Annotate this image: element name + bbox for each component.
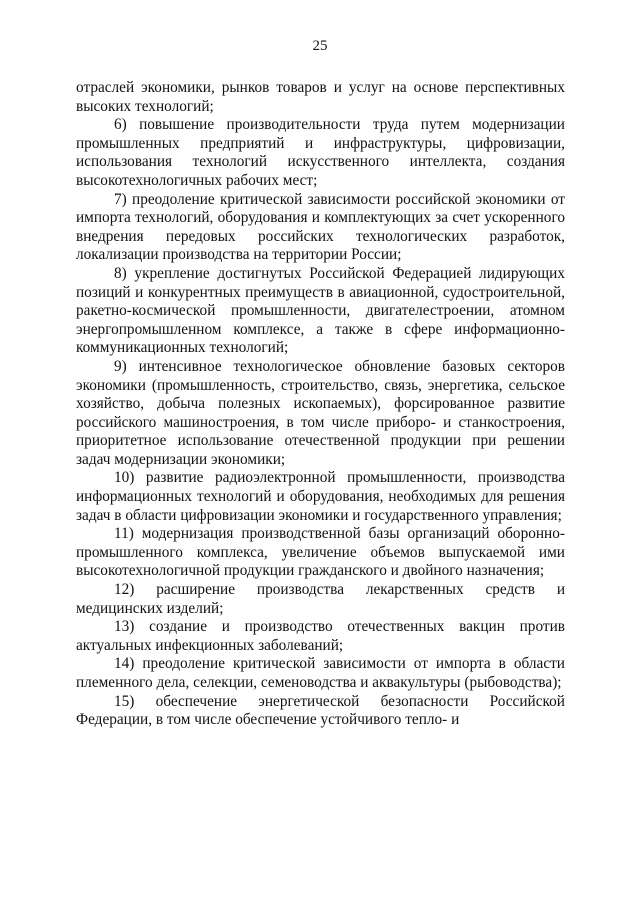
list-item-11: 11) модернизация производственной базы организаций оборонно-промышленного комплекса, увеличение объемов выпускаемой ими высокотехнологичной продукции гражданского и двойного назначения; — [76, 525, 565, 580]
page-number: 25 — [312, 38, 328, 54]
list-item-8: 8) укрепление достигнутых Российской Федерацией лидирующих позиций и конкурентных преимуществ в авиационной, судостроительной, ракетно-космической промышленности, двигателестроении, атомном энергопромышленном комплексе, а также в сфере информационно-коммуникационных технологий; — [76, 264, 565, 357]
list-item-12: 12) расширение производства лекарственных средств и медицинских изделий; — [76, 581, 565, 617]
list-item-14: 14) преодоление критической зависимости от импорта в области племенного дела, селекции, семеноводства и аквакультуры (рыбоводства); — [76, 655, 565, 691]
list-item-15: 15) обеспечение энергетической безопасности Российской Федерации, в том числе обеспечение устойчивого тепло- и — [76, 692, 565, 729]
list-item-6: 6) повышение производительности труда путем модернизации промышленных предприятий и инфраструктуры, цифровизации, использования технологий искусственного интеллекта, создания высокотехнологичных рабочих мест; — [76, 116, 565, 189]
document-body — [76, 79, 565, 730]
list-item-13: 13) создание и производство отечественных вакцин против актуальных инфекционных заболеваний; — [76, 618, 565, 654]
list-item-10: 10) развитие радиоэлектронной промышленности, производства информационных технологий и оборудования, необходимых для решения задач в области цифровизации экономики и государственного управления; — [76, 469, 565, 524]
list-item-9: 9) интенсивное технологическое обновление базовых секторов экономики (промышленность, строительство, связь, энергетика, сельское хозяйство, добыча полезных ископаемых), форсированное развитие российского машиностроения, в том числе приборо- и станкостроения, приоритетное использование отечественной продукции при решении задач модернизации экономики; — [76, 357, 565, 468]
list-item-7: 7) преодоление критической зависимости российской экономики от импорта технологий, оборудования и комплектующих за счет ускоренного внедрения передовых российских технологических разработок, локализации производства на территории России; — [76, 190, 565, 264]
paragraph-continuation: отраслей экономики, рынков товаров и услуг на основе перспективных высоких технологий; — [76, 79, 565, 115]
